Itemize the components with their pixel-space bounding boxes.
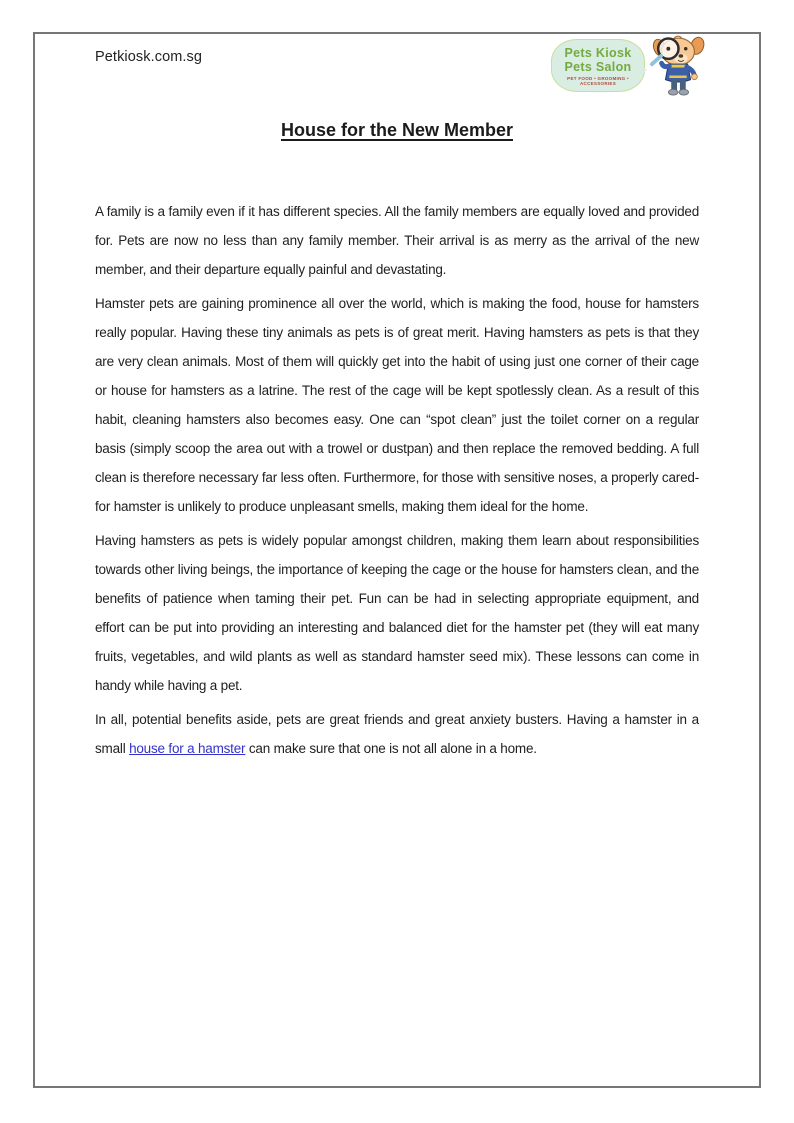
logo-speech-bubble [551,39,645,92]
site-name: Petkiosk.com.sg [95,49,203,65]
logo-brand-line1: Pets Kiosk [564,46,632,60]
paragraph-children: Having hamsters as pets is widely popular amongst children, making them learn about responsibilities towards other living beings, the importance of keeping the cage or the house for hamsters clean, and the benefits of patience when taming their pet. Fun can be had in selecting appropriate equipment, and effort can be put into providing an interesting and balanced diet for the hamster pet (they will eat many fruits, vegetables, and wild plants as well as standard hamster seed mix). These lessons can come in handy while having a pet. [95,533,699,693]
dog-mascot-icon [649,34,707,104]
paragraph-closing [95,705,699,763]
closing-post-text: can make sure that one is not all alone in a home. [245,741,537,756]
article-body [95,197,699,768]
house-for-a-hamster-link[interactable]: house for a hamster [129,741,246,756]
page-title: House for the New Member [280,120,514,140]
paragraph-family: A family is a family even if it has different species. All the family members are equally loved and provided for. Pets are now no less than any family member. Their arrival is as merry as the arrival of the new member, and their departure equally painful and devastating. [95,204,699,277]
closing-pre-text: In all, potential benefits aside, pets are great friends and great anxiety busters. Having a hamster in a small [95,712,699,756]
logo-brand-line2: Pets Salon [564,59,632,74]
paragraph-hamster-clean: Hamster pets are gaining prominence all over the world, which is making the food, house for hamsters really popular. Having these tiny animals as pets is of great merit. Having hamsters as pets is that they are very clean animals. Most of them will quickly get into the habit of using just one corner of their cage or house for hamsters as a latrine. The rest of the cage will be kept spotlessly clean. As a result of this habit, cleaning hamsters also becomes easy. One can “spot clean” just the toilet corner on a regular basis (simply scoop the area out with a trowel or dustpan) and then replace the removed bedding. A full clean is therefore necessary far less often. Furthermore, for those with sensitive noses, a properly cared-for hamster is unlikely to produce unpleasant smells, making them ideal for the home. [95,296,699,514]
brand-logo [551,34,707,104]
logo-tagline: PET FOOD • GROOMING • ACCESSORIES [567,76,629,86]
